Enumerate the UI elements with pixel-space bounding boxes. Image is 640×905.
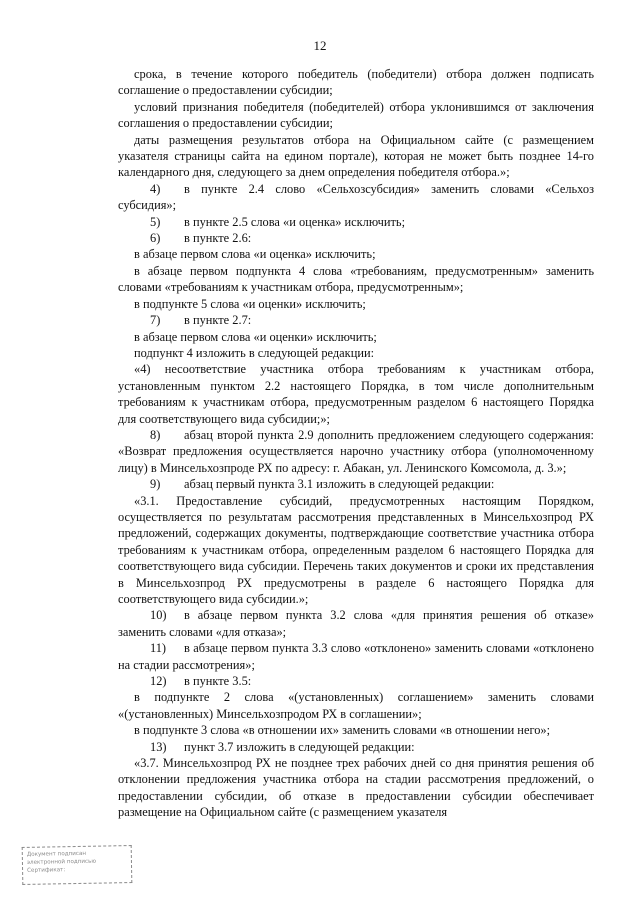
- paragraph-15: «3.1. Предоставление субсидий, предусмотренных настоящим Порядком, осуществляется по результатам рассмотрения представленных в Минсельхозпрод РХ предложений, содержащих документы, подтверждающие соответствие участника отбора требованиям к участникам отбора, определенным разделом 6 настоящего Порядка для соответствующего вида субсидии. Перечень таких документов и сроки их представления в Минсельхозпрод РХ предусмотрены в разделе 6 настоящего Порядка для соответствующего вида субсидии.»;: [118, 493, 594, 606]
- paragraph-0: срока, в течение которого победитель (победители) отбора должен подписать соглашение о предоставлении субсидии;: [118, 67, 594, 98]
- paragraph-14: 9) абзац первый пункта 3.1 изложить в следующей редакции:: [118, 476, 594, 492]
- paragraph-2: даты размещения результатов отбора на Официальном сайте (с размещением указателя страницы сайта на едином портале), которая не может быть позднее 14-го календарного дня, следующего за днем определения победителя отбора.»;: [118, 132, 594, 180]
- document-body: [118, 66, 594, 821]
- paragraph-3: 4) в пункте 2.4 слово «Сельхозсубсидия» заменить словами «Сельхоз субсидия»;: [118, 181, 594, 213]
- paragraph-20: в подпункте 3 слова «в отношении их» заменить словами «в отношении него»;: [134, 723, 551, 738]
- paragraph-1: условий признания победителя (победителей) отбора уклонившимся от заключения соглашения о предоставлении субсидии;: [118, 99, 594, 131]
- stamp-line: Документ подписан: [26, 850, 87, 858]
- item-number: 11): [150, 641, 167, 656]
- paragraph-22: «3.7. Минсельхозпрод РХ не позднее трех рабочих дней со дня принятия решения об отклонении предложения участника отбора на стадии рассмотрения предложений, о предоставлении субсидии, об отказе в предоставлении субсидии обеспечивает размещение на Официальном сайте (с размещением указателя: [118, 756, 594, 820]
- paragraph-4: 5) в пункте 2.5 слова «и оценка» исключить;: [118, 214, 594, 230]
- paragraph-13: 8) абзац второй пункта 2.9 дополнить предложением следующего содержания: «Возврат предложения осуществляется нарочно участнику отбора (уполномоченному лицу) в Минсельхозпроде РХ по адресу: г. Абакан, ул. Ленинского Комсомола, д. 3.»;: [118, 427, 594, 475]
- paragraph-9: 7) в пункте 2.7:: [118, 312, 594, 328]
- item-number: 13): [150, 739, 167, 754]
- paragraph-5: 6) в пункте 2.6:: [118, 230, 594, 246]
- item-number: 10): [150, 608, 167, 623]
- electronic-signature-stamp: [22, 845, 133, 885]
- stamp-line: Сертификат:: [27, 867, 66, 874]
- paragraph-17: 11) в абзаце первом пункта 3.3 слово «отклонено» заменить словами «отклонено на стадии рассмотрения»;: [118, 641, 594, 672]
- paragraph-12: «4) несоответствие участника отбора требованиям к участникам отбора, установленным пунктом 2.2 настоящего Порядка, в том числе дополнительным требованиям к участникам отбора, предусмотренным разделом 6 настоящего Порядка для соответствующего вида субсидии;»;: [118, 362, 594, 426]
- item-number: 5): [150, 214, 161, 229]
- paragraph-11: подпункт 4 изложить в следующей редакции:: [134, 345, 375, 360]
- paragraph-10: в абзаце первом слова «и оценки» исключить;: [134, 329, 377, 344]
- paragraph-6: в абзаце первом слова «и оценка» исключить;: [134, 247, 376, 262]
- paragraph-7: в абзаце первом подпункта 4 слова «требованиям, предусмотренным» заменить словами «требованиям к участникам отбора, предусмотренным»;: [118, 263, 594, 295]
- item-number: 7): [150, 313, 161, 328]
- stamp-line: электронной подписью: [26, 858, 97, 866]
- item-number: 9): [150, 477, 161, 492]
- paragraph-21: 13) пункт 3.7 изложить в следующей редакции:: [118, 739, 594, 755]
- item-number: 8): [150, 427, 161, 442]
- paragraph-8: в подпункте 5 слова «и оценки» исключить;: [134, 296, 366, 311]
- paragraph-16: 10) в абзаце первом пункта 3.2 слова «для принятия решения об отказе» заменить словами «для отказа»;: [118, 608, 594, 639]
- paragraph-18: 12) в пункте 3.5:: [118, 673, 594, 689]
- paragraph-19: в подпункте 2 слова «(установленных) соглашением» заменить словами «(установленных) Минсельхозпродом РХ в соглашении»;: [118, 690, 594, 721]
- item-number: 12): [150, 674, 167, 689]
- page-number: 12: [313, 38, 327, 53]
- item-number: 4): [150, 181, 161, 196]
- item-number: 6): [150, 231, 161, 246]
